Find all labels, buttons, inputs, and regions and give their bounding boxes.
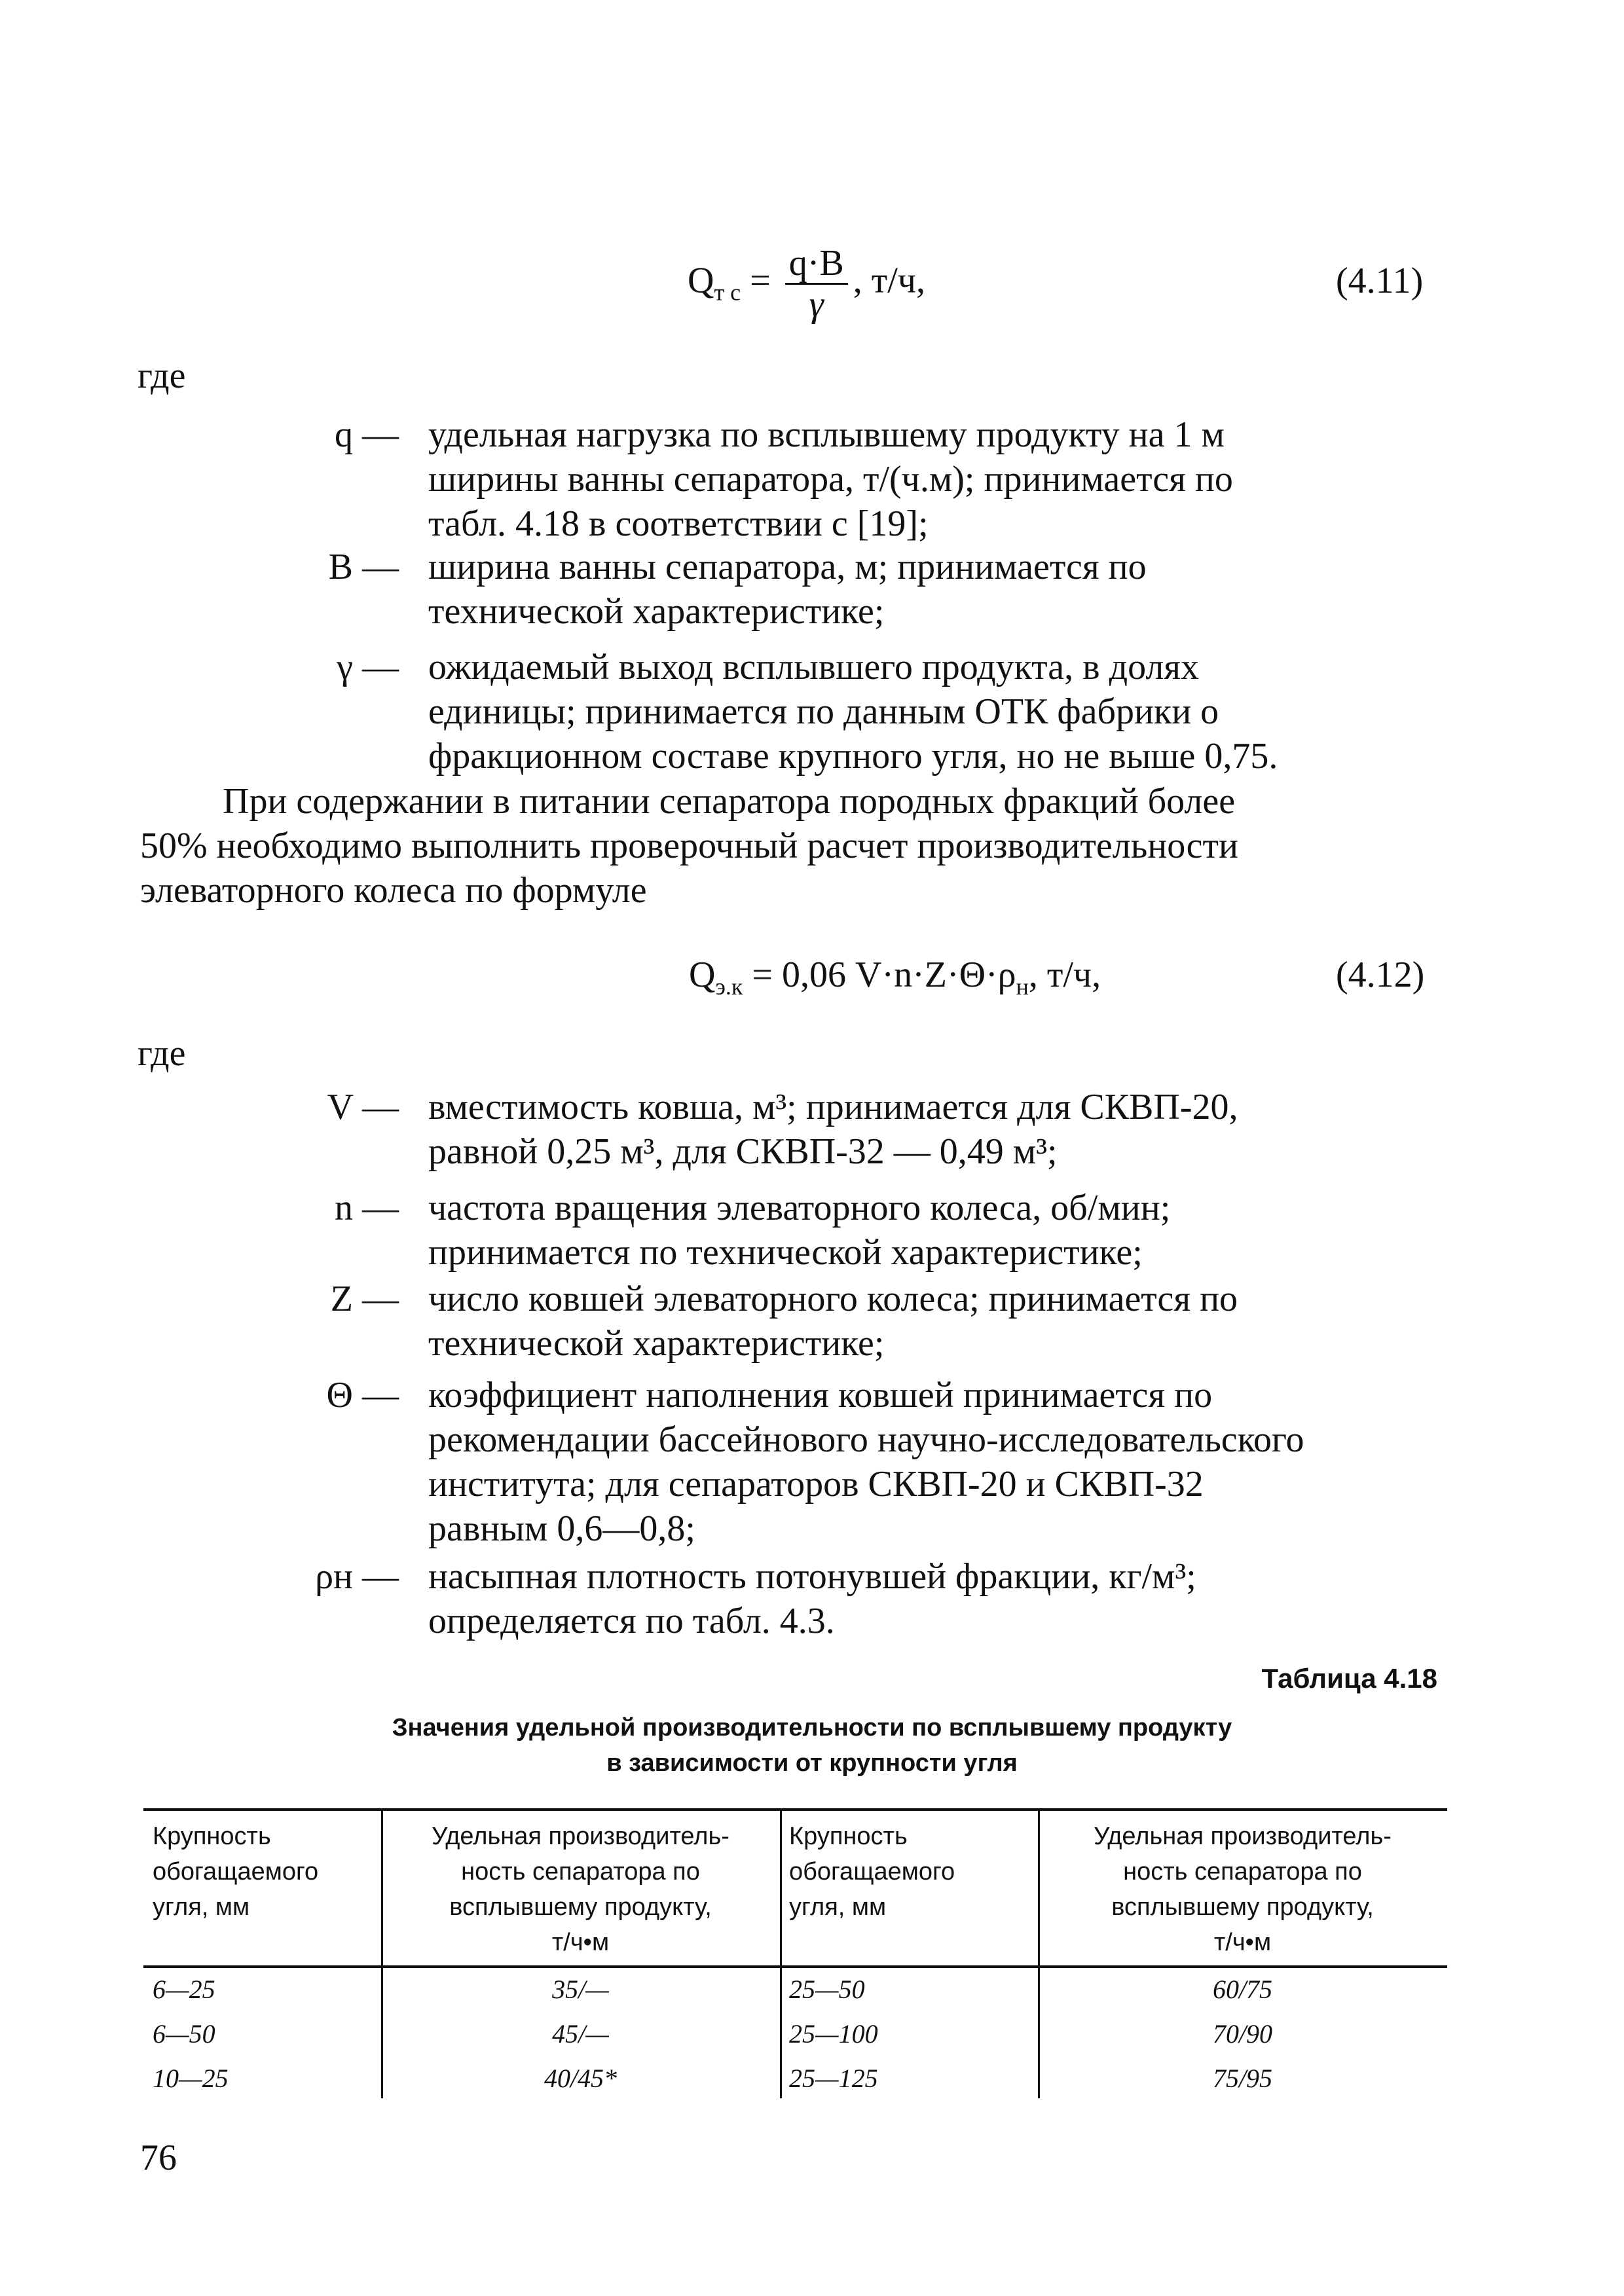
table-header-line: ность сепаратора по xyxy=(1123,1858,1362,1886)
formula-lhs-sub: э.к xyxy=(715,974,743,1000)
definition-line: рекомендации бассейнового научно-исследовательского xyxy=(428,1419,1304,1460)
table-cell: 6—50 xyxy=(153,2019,215,2049)
table-header-line: Крупность xyxy=(789,1823,908,1850)
paragraph-line: 50% необходимо выполнить проверочный расчет производительности xyxy=(140,826,1238,866)
definition-symbol: V — xyxy=(327,1087,399,1127)
definition-line: число ковшей элеваторного колеса; принимается по xyxy=(428,1279,1238,1319)
formula-lhs-sub: т с xyxy=(714,279,741,306)
formula-4-11 xyxy=(688,244,925,324)
definition-line: принимается по технической характеристике; xyxy=(428,1232,1143,1273)
definition-symbol: γ — xyxy=(337,647,399,687)
definition-line: технической характеристике; xyxy=(428,591,885,632)
paragraph-line: При содержании в питании сепаратора породных фракций более xyxy=(223,781,1236,822)
table-cell: 25—50 xyxy=(789,1975,865,2004)
definition-line: равным 0,6—0,8; xyxy=(428,1508,695,1549)
table-label: Таблица 4.18 xyxy=(1261,1663,1437,1694)
page-number: 76 xyxy=(140,2138,177,2178)
definition-line: равной 0,25 м³, для СКВП-32 — 0,49 м³; xyxy=(428,1131,1058,1172)
table-header-line: т/ч•м xyxy=(1213,1929,1272,1956)
definition-line: насыпная плотность потонувшей фракции, кг/м³; xyxy=(428,1556,1196,1597)
where-label-2: где xyxy=(138,1033,186,1074)
definition-symbol: Z — xyxy=(330,1279,399,1319)
table-header-line: Удельная производитель- xyxy=(1094,1823,1392,1850)
definition-line: ширина ванны сепаратора, м; принимается по xyxy=(428,547,1147,587)
formula-rho-sub: н xyxy=(1016,974,1029,1000)
definition-symbol: ρн — xyxy=(315,1556,399,1597)
definition-line: вместимость ковша, м³; принимается для СКВП-20, xyxy=(428,1087,1238,1127)
table-header-line: всплывшему продукту, xyxy=(1111,1893,1374,1921)
table-cell: 75/95 xyxy=(1212,2064,1273,2093)
table-cell: 45/— xyxy=(552,2019,609,2049)
table-caption-line-1: Значения удельной производительности по всплывшему продукту xyxy=(392,1714,1232,1741)
table-column-divider xyxy=(780,1808,782,2098)
definition-line: частота вращения элеваторного колеса, об/мин; xyxy=(428,1188,1171,1228)
definition-symbol: n — xyxy=(335,1188,399,1228)
formula-4-11-number: (4.11) xyxy=(1336,261,1424,301)
table-caption-line-2: в зависимости от крупности угля xyxy=(606,1749,1018,1777)
table-header-line: ность сепаратора по xyxy=(461,1858,700,1886)
table-header-line: Крупность xyxy=(153,1823,271,1850)
formula-4-12 xyxy=(689,953,1101,1009)
table-header-line: т/ч•м xyxy=(551,1929,610,1956)
formula-rhs: = 0,06 V·n·Z·Θ·ρ xyxy=(752,955,1016,995)
table-header-line: угля, мм xyxy=(789,1893,887,1921)
table-header-line: обогащаемого xyxy=(789,1858,955,1886)
formula-lhs: Q xyxy=(688,260,714,301)
definition-line: института; для сепараторов СКВП-20 и СКВП-32 xyxy=(428,1464,1204,1504)
where-label-1: где xyxy=(138,355,186,396)
definition-symbol: Θ — xyxy=(326,1375,399,1415)
formula-fraction xyxy=(785,244,848,324)
table-rule xyxy=(143,1965,1447,1968)
definition-line: технической характеристике; xyxy=(428,1323,885,1364)
definition-line: табл. 4.18 в соответствии с [19]; xyxy=(428,503,929,544)
table-cell: 40/45* xyxy=(544,2064,618,2093)
table-cell: 25—125 xyxy=(789,2064,878,2093)
table-cell: 70/90 xyxy=(1212,2019,1273,2049)
formula-eq: = xyxy=(750,260,771,301)
table-cell: 60/75 xyxy=(1212,1975,1273,2004)
definition-line: ожидаемый выход всплывшего продукта, в долях xyxy=(428,647,1200,687)
definition-line: удельная нагрузка по всплывшему продукту на 1 м xyxy=(428,414,1225,455)
formula-unit: , т/ч, xyxy=(1028,955,1101,995)
table-header-line: Удельная производитель- xyxy=(432,1823,729,1850)
formula-unit: , т/ч, xyxy=(853,260,925,301)
table-cell: 10—25 xyxy=(153,2064,229,2093)
table-header-line: обогащаемого xyxy=(153,1858,319,1886)
definition-line: определяется по табл. 4.3. xyxy=(428,1601,835,1641)
table-rule xyxy=(143,1808,1447,1811)
table-header-line: всплывшему продукту, xyxy=(449,1893,712,1921)
formula-denominator: γ xyxy=(809,284,824,325)
definition-symbol: B — xyxy=(328,547,399,587)
formula-4-12-number: (4.12) xyxy=(1336,955,1425,995)
paragraph-line: элеваторного колеса по формуле xyxy=(140,870,647,911)
definition-line: фракционном составе крупного угля, но не выше 0,75. xyxy=(428,736,1278,776)
definition-line: ширины ванны сепаратора, т/(ч.м); принимается по xyxy=(428,459,1233,500)
formula-numerator: q·B xyxy=(785,244,848,285)
table-cell: 25—100 xyxy=(789,2019,878,2049)
formula-lhs: Q xyxy=(689,955,716,995)
table-header-line: угля, мм xyxy=(153,1893,250,1921)
table-cell: 35/— xyxy=(552,1975,609,2004)
definition-line: единицы; принимается по данным ОТК фабрики о xyxy=(428,691,1219,732)
definition-symbol: q — xyxy=(335,414,399,455)
table-cell: 6—25 xyxy=(153,1975,215,2004)
definition-line: коэффициент наполнения ковшей принимается по xyxy=(428,1375,1213,1415)
